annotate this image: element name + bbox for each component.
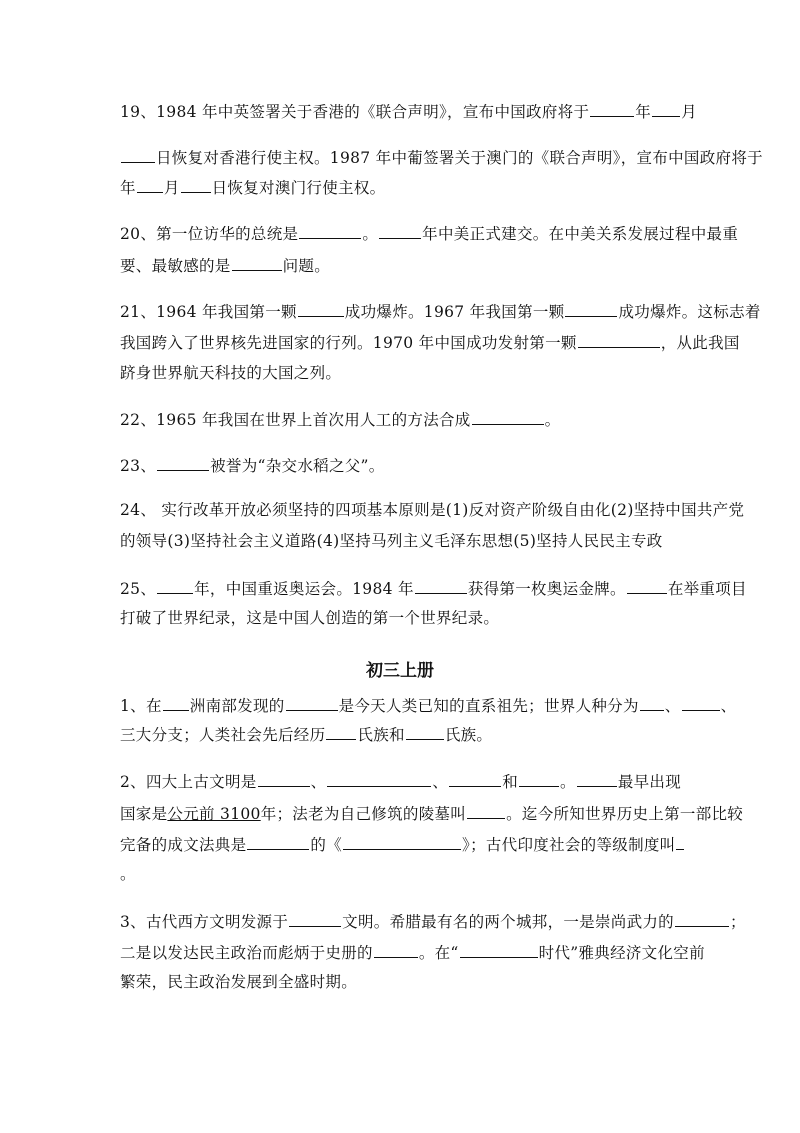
s2-q2-line-3: [120, 834, 685, 855]
blank: [157, 455, 209, 471]
text: ；: [729, 913, 746, 931]
text: 23、: [120, 457, 157, 475]
text: 25、: [120, 580, 157, 598]
text: 日恢复对澳门行使主权。: [211, 179, 386, 197]
text: 21、1964 年我国第一颗: [120, 303, 297, 321]
s2-q2-line-1: [120, 771, 681, 792]
text: 成功爆炸。1967 年我国第一颗: [344, 303, 565, 321]
blank: [327, 771, 431, 787]
text: 日恢复对香港行使主权。1987 年中葡签署关于澳门的《联合声明》，宣布中国政府将于: [156, 149, 763, 167]
text: 繁荣，民主政治发展到全盛时期。: [120, 973, 358, 991]
text: 、: [720, 697, 737, 715]
text: 24、 实行改革开放必须坚持的四项基本原则是(1)反对资产阶级自由化(2)坚持中国共产党: [120, 501, 745, 519]
text: 最早出现: [617, 773, 682, 791]
q20-line-2: [120, 255, 330, 276]
blank: [675, 911, 729, 927]
q21-line-3: [120, 363, 341, 383]
blank: [181, 177, 211, 193]
underlined-date: 公元前 3100: [167, 805, 261, 823]
blank: [326, 724, 356, 740]
q19-line-1: [120, 101, 697, 122]
s2-q2-line-4: [120, 864, 136, 884]
blank: [247, 834, 309, 850]
text: 》；古代印度社会的等级制度叫: [462, 836, 676, 854]
q24-line-1: [120, 500, 744, 520]
blank: [157, 578, 193, 594]
q19-line-2: [120, 147, 763, 168]
blank: [682, 695, 720, 711]
blank: [374, 942, 418, 958]
text: 。: [560, 773, 576, 791]
text: 19、1984 年中英签署关于香港的《联合声明》，宣布中国政府将于: [120, 103, 590, 121]
blank: [577, 771, 617, 787]
text: 22、1965 年我国在世界上首次用人工的方法合成: [120, 411, 471, 429]
section-heading: 初三上册: [366, 661, 434, 681]
q19-line-3: [120, 177, 385, 198]
blank: [578, 332, 660, 348]
q23-line-1: [120, 455, 385, 476]
q24-line-2: [120, 531, 663, 551]
blank: [232, 255, 282, 271]
blank: [406, 724, 444, 740]
text: 年，中国重返奥运会。1984 年: [194, 580, 414, 598]
text: 月: [681, 103, 697, 121]
text: 被誉为“杂交水稻之父”。: [210, 457, 385, 475]
text: 洲南部发现的: [189, 697, 285, 715]
blank: [676, 834, 684, 850]
blank: [121, 147, 155, 163]
text: 。: [544, 411, 561, 429]
blank: [449, 771, 501, 787]
text: 的《: [310, 836, 343, 854]
blank: [163, 695, 189, 711]
q22-line-1: [120, 409, 560, 430]
text: 问题。: [282, 257, 331, 275]
q25-line-2: [120, 608, 499, 628]
q21-line-1: [120, 301, 761, 322]
blank: [258, 771, 310, 787]
text: 氏族和: [357, 726, 405, 744]
text: 是今天人类已知的直系祖先；世界人种分为: [338, 697, 639, 715]
text: 、: [310, 773, 327, 791]
q21-line-2: [120, 332, 740, 353]
text: 和: [502, 773, 518, 791]
s2-q1-line-2: [120, 724, 492, 745]
text: 成功爆炸。这标志着: [618, 303, 761, 321]
text: 20、第一位访华的总统是: [120, 225, 299, 243]
text: 、: [432, 773, 449, 791]
blank: [343, 834, 461, 850]
text: 完备的成文法典是: [120, 836, 247, 854]
text: 二是以发达民主政治而彪炳于史册的: [120, 944, 373, 962]
blank: [472, 409, 544, 425]
text: 1、在: [120, 697, 162, 715]
text: 国家是: [120, 805, 168, 823]
s2-q3-line-3: [120, 972, 357, 992]
text: 时代”雅典经济文化空前: [538, 944, 705, 962]
text: 文明。希腊最有名的两个城邦，一是崇尚武力的: [342, 913, 674, 931]
s2-q1-line-1: [120, 695, 736, 716]
text: 跻身世界航天科技的大国之列。: [120, 364, 342, 382]
s2-q2-line-2: [120, 803, 743, 824]
blank: [590, 101, 634, 117]
q20-line-1: [120, 223, 738, 244]
q25-line-1: [120, 578, 747, 599]
text: ，从此我国: [660, 334, 740, 352]
text: 。迄今所知世界历史上第一部比较: [506, 805, 744, 823]
text: 月: [163, 179, 180, 197]
text: 要、最敏感的是: [120, 257, 231, 275]
text: 在举重项目: [667, 580, 747, 598]
text: 年: [635, 103, 652, 121]
blank: [299, 223, 361, 239]
text: 三大分支；人类社会先后经历: [120, 726, 326, 744]
blank: [379, 223, 421, 239]
text: 获得第一枚奥运金牌。: [467, 580, 626, 598]
blank: [286, 695, 338, 711]
blank: [298, 301, 344, 317]
text: 。: [120, 865, 136, 883]
text: 的领导(3)坚持社会主义道路(4)坚持马列主义毛泽东思想(5)坚持人民民主专政: [120, 532, 663, 550]
blank: [467, 803, 505, 819]
text: 打破了世界纪录，这是中国人创造的第一个世界纪录。: [120, 609, 500, 627]
text: 氏族。: [444, 726, 493, 744]
s2-q3-line-2: [120, 942, 705, 963]
text: 2、四大上古文明是: [120, 773, 257, 791]
blank: [565, 301, 617, 317]
blank: [137, 177, 163, 193]
blank: [519, 771, 559, 787]
blank: [640, 695, 664, 711]
s2-q3-line-1: [120, 911, 746, 932]
text: 、: [664, 697, 681, 715]
text: 年；法老为自己修筑的陵墓叫: [260, 805, 467, 823]
text: 年: [120, 179, 136, 197]
text: 。在“: [418, 944, 459, 962]
text: 我国跨入了世界核先进国家的行列。1970 年中国成功发射第一颗: [120, 334, 577, 352]
blank: [415, 578, 467, 594]
text: 年中美正式建交。在中美关系发展过程中最重: [422, 225, 739, 243]
text: 3、古代西方文明发源于: [120, 913, 289, 931]
blank: [460, 942, 538, 958]
text: 。: [362, 225, 379, 243]
blank: [627, 578, 667, 594]
blank: [652, 101, 680, 117]
blank: [289, 911, 341, 927]
